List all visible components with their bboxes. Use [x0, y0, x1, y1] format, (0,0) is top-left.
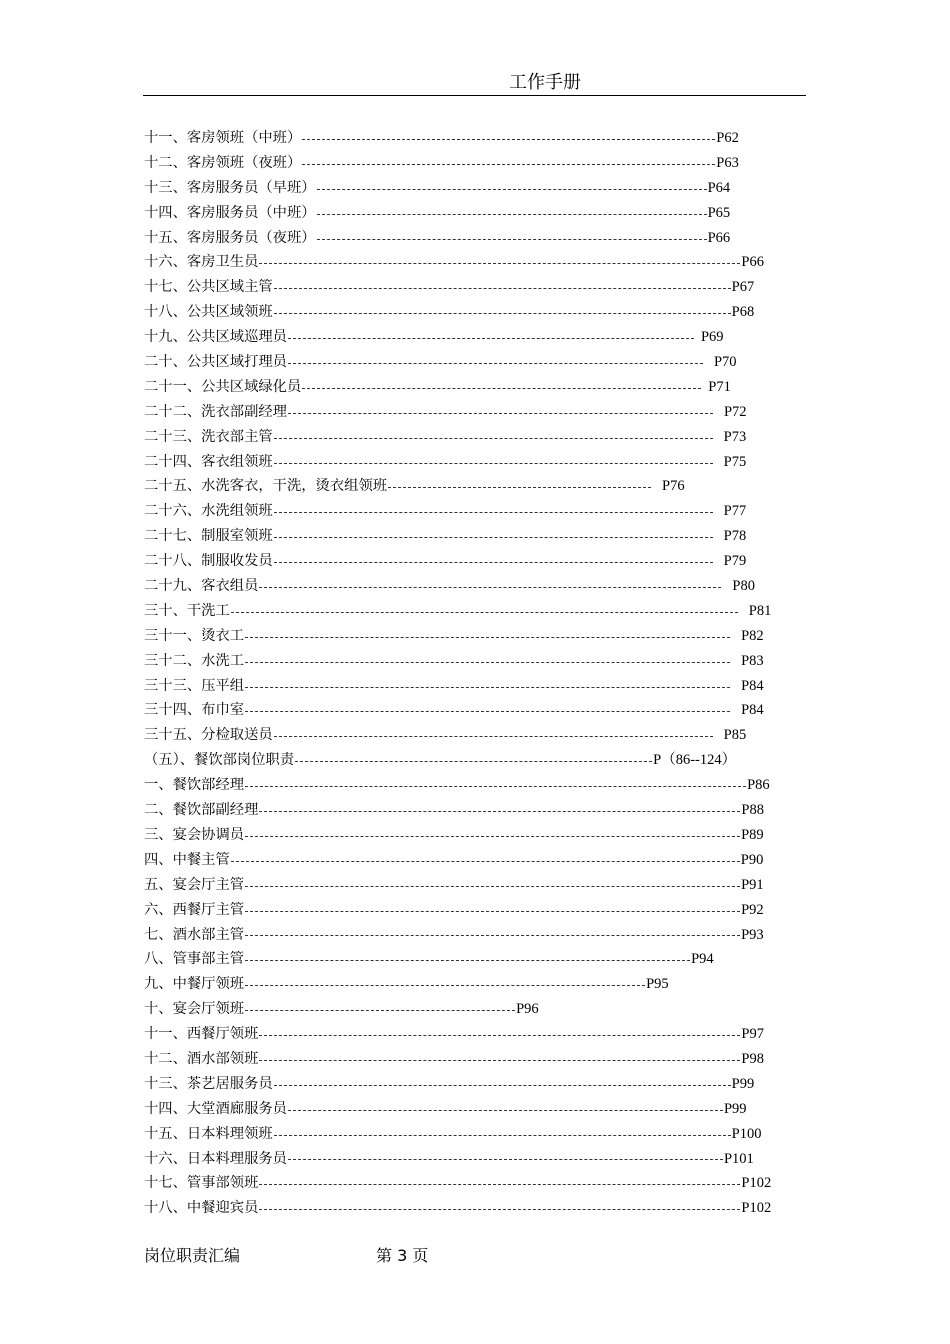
toc-entry[interactable] — [144, 250, 804, 275]
toc-leader-dots — [302, 388, 701, 389]
toc-entry-title: 十一、西餐厅领班 — [144, 1026, 259, 1043]
toc-leader-dots — [274, 736, 713, 737]
toc-entry[interactable] — [144, 325, 804, 350]
toc-leader-dots — [288, 363, 703, 364]
toc-entry-title: 二十七、制服室领班 — [144, 528, 273, 545]
toc-entry[interactable] — [144, 1072, 804, 1097]
toc-leader-dots — [259, 263, 740, 264]
toc-leader-dots — [231, 861, 740, 862]
toc-leader-dots — [259, 1209, 740, 1210]
toc-leader-dots — [245, 711, 730, 712]
toc-entry-page: P77 — [723, 503, 747, 520]
toc-entry[interactable] — [144, 674, 804, 699]
toc-leader-dots — [245, 935, 740, 936]
toc-entry[interactable] — [144, 723, 804, 748]
toc-entry[interactable] — [144, 972, 804, 997]
toc-list — [144, 126, 804, 1221]
toc-entry[interactable] — [144, 997, 804, 1022]
toc-leader-dots — [245, 911, 740, 912]
toc-entry[interactable] — [144, 1047, 804, 1072]
toc-entry-title: 一、餐饮部经理 — [144, 777, 245, 794]
toc-entry-page: P100 — [731, 1125, 762, 1142]
toc-entry[interactable] — [144, 748, 804, 773]
toc-entry-title: 十六、日本料理服务员 — [144, 1150, 287, 1167]
toc-entry-page: P84 — [741, 702, 764, 719]
toc-entry-page: P67 — [731, 279, 755, 296]
toc-entry-page: P86 — [747, 777, 770, 794]
toc-leader-dots — [259, 1184, 740, 1185]
toc-leader-dots — [317, 189, 707, 190]
toc-entry-page: P101 — [723, 1150, 754, 1167]
toc-leader-dots — [302, 164, 715, 165]
toc-entry-page: P99 — [723, 1100, 747, 1117]
toc-entry-page: P66 — [741, 254, 764, 271]
toc-entry-title: 二十五、水洗客衣，干洗，烫衣组领班 — [144, 478, 388, 495]
toc-leader-dots — [259, 1060, 740, 1061]
toc-entry[interactable] — [144, 1196, 804, 1221]
toc-leader-dots — [317, 239, 707, 240]
toc-entry-page: P83 — [741, 652, 764, 669]
toc-entry-page: P99 — [731, 1075, 755, 1092]
toc-entry-title: 二十二、洗衣部副经理 — [144, 403, 287, 420]
toc-leader-dots — [288, 1110, 723, 1111]
toc-leader-dots — [245, 1010, 515, 1011]
toc-entry-page: P（86--124） — [653, 752, 737, 769]
toc-entry-title: 八、管事部主管 — [144, 951, 245, 968]
toc-entry[interactable] — [144, 898, 804, 923]
toc-entry-title: 十五、日本料理领班 — [144, 1125, 273, 1142]
toc-entry-title: 十二、客房领班（夜班） — [144, 154, 302, 171]
toc-entry[interactable] — [144, 226, 804, 251]
toc-entry[interactable] — [144, 624, 804, 649]
toc-entry-page: P72 — [723, 403, 747, 420]
toc-entry-title: 十八、中餐迎宾员 — [144, 1200, 259, 1217]
toc-entry-title: 十七、公共区域主管 — [144, 279, 273, 296]
toc-entry-page: P78 — [723, 528, 747, 545]
toc-entry[interactable] — [144, 499, 804, 524]
toc-entry[interactable] — [144, 947, 804, 972]
toc-entry-title: 四、中餐主管 — [144, 851, 230, 868]
toc-leader-dots — [259, 587, 721, 588]
toc-entry[interactable] — [144, 400, 804, 425]
header-rule — [143, 95, 806, 96]
toc-leader-dots — [288, 1159, 723, 1160]
toc-leader-dots — [274, 537, 713, 538]
toc-entry[interactable] — [144, 823, 804, 848]
toc-entry[interactable] — [144, 474, 804, 499]
toc-entry-title: 二、餐饮部副经理 — [144, 802, 259, 819]
toc-entry[interactable] — [144, 1122, 804, 1147]
toc-entry[interactable] — [144, 698, 804, 723]
toc-entry-page: P73 — [723, 428, 747, 445]
toc-leader-dots — [288, 413, 713, 414]
toc-leader-dots — [274, 463, 713, 464]
toc-entry[interactable] — [144, 151, 804, 176]
toc-entry-title: 七、酒水部主管 — [144, 926, 245, 943]
toc-entry-page: P102 — [741, 1200, 772, 1217]
toc-leader-dots — [259, 1035, 740, 1036]
toc-entry-page: P62 — [716, 130, 739, 146]
toc-leader-dots — [245, 960, 690, 961]
toc-entry-page: P92 — [741, 901, 764, 918]
toc-leader-dots — [274, 438, 713, 439]
toc-leader-dots — [388, 487, 651, 488]
toc-leader-dots — [245, 687, 730, 688]
toc-entry-title: 二十八、制服收发员 — [144, 553, 273, 570]
toc-entry-page: P63 — [716, 154, 739, 171]
toc-entry-title: 十六、客房卫生员 — [144, 254, 259, 271]
toc-leader-dots — [288, 338, 694, 339]
toc-entry-page: P71 — [708, 378, 731, 395]
toc-entry-title: 二十四、客衣组领班 — [144, 453, 273, 470]
toc-entry[interactable] — [144, 848, 804, 873]
toc-leader-dots — [274, 288, 731, 289]
toc-entry-page: P95 — [646, 976, 669, 993]
toc-entry[interactable] — [144, 275, 804, 300]
toc-entry[interactable] — [144, 773, 804, 798]
toc-entry-title: 十七、管事部领班 — [144, 1175, 259, 1192]
toc-entry-page: P64 — [707, 179, 731, 196]
toc-entry-page: P66 — [707, 229, 731, 246]
toc-entry[interactable] — [144, 1097, 804, 1122]
toc-entry[interactable] — [144, 1022, 804, 1047]
toc-entry-page: P75 — [723, 453, 747, 470]
toc-entry-title: 九、中餐厅领班 — [144, 976, 245, 993]
header-title: 工作手册 — [509, 72, 581, 93]
toc-entry[interactable] — [144, 798, 804, 823]
toc-entry-title: 十九、公共区域巡理员 — [144, 329, 287, 346]
toc-entry-title: 三十五、分检取送员 — [144, 727, 273, 744]
toc-entry-title: 五、宴会厅主管 — [144, 876, 245, 893]
toc-entry-page: P69 — [700, 329, 724, 346]
toc-leader-dots — [245, 637, 730, 638]
toc-entry-title: 二十、公共区域打理员 — [144, 354, 287, 371]
toc-entry-page: P80 — [732, 578, 755, 595]
toc-entry-title: 三十三、压平组 — [144, 677, 245, 694]
toc-entry-title: 六、西餐厅主管 — [144, 901, 245, 918]
toc-entry-title: 二十一、公共区域绿化员 — [144, 378, 302, 395]
toc-entry-title: 二十九、客衣组员 — [144, 578, 259, 595]
toc-entry[interactable] — [144, 375, 804, 400]
toc-entry-title: 十四、客房服务员（中班） — [144, 204, 316, 221]
toc-entry-title: 三、宴会协调员 — [144, 826, 245, 843]
toc-entry[interactable] — [144, 201, 804, 226]
toc-entry-page: P65 — [707, 204, 731, 221]
footer-page-number: 第 3 页 — [376, 1246, 429, 1265]
footer-document-name: 岗位职责汇编 — [144, 1246, 241, 1265]
toc-entry[interactable] — [144, 126, 804, 151]
toc-leader-dots — [245, 836, 740, 837]
toc-leader-dots — [245, 786, 746, 787]
toc-entry-page: P102 — [741, 1175, 772, 1192]
toc-entry-page: P68 — [731, 304, 755, 321]
toc-entry-page: P82 — [741, 627, 764, 644]
toc-entry-title: 十、宴会厅领班 — [144, 1001, 245, 1018]
toc-entry[interactable] — [144, 350, 804, 375]
toc-entry-title: 十五、客房服务员（夜班） — [144, 229, 316, 246]
toc-entry-page: P85 — [723, 727, 747, 744]
toc-entry-title: 二十三、洗衣部主管 — [144, 428, 273, 445]
toc-entry-page: P70 — [713, 354, 737, 371]
toc-entry[interactable] — [144, 649, 804, 674]
toc-entry[interactable] — [144, 524, 804, 549]
toc-entry-page: P93 — [741, 926, 764, 943]
toc-leader-dots — [274, 1085, 731, 1086]
toc-entry-page: P76 — [662, 478, 685, 495]
toc-entry-title: （五）、餐饮部岗位职责 — [144, 752, 295, 769]
toc-entry-page: P98 — [741, 1050, 764, 1067]
toc-leader-dots — [245, 662, 730, 663]
toc-entry[interactable] — [144, 599, 804, 624]
toc-entry-page: P91 — [741, 876, 764, 893]
toc-entry[interactable] — [144, 450, 804, 475]
toc-leader-dots — [317, 214, 707, 215]
toc-entry-title: 三十一、烫衣工 — [144, 627, 245, 644]
toc-leader-dots — [274, 1135, 731, 1136]
toc-entry-page: P90 — [740, 851, 764, 868]
toc-entry[interactable] — [144, 176, 804, 201]
toc-entry[interactable] — [144, 873, 804, 898]
toc-entry-page: P81 — [748, 602, 772, 619]
toc-leader-dots — [245, 886, 740, 887]
toc-entry[interactable] — [144, 1171, 804, 1196]
toc-entry-page: P96 — [516, 1001, 539, 1018]
toc-entry-title: 三十、干洗工 — [144, 602, 230, 619]
toc-entry-page: P79 — [723, 553, 747, 570]
toc-entry-title: 十三、客房服务员（早班） — [144, 179, 316, 196]
toc-leader-dots — [274, 562, 713, 563]
toc-entry-page: P84 — [741, 677, 764, 694]
toc-entry[interactable] — [144, 574, 804, 599]
toc-entry-title: 十四、大堂酒廊服务员 — [144, 1100, 287, 1117]
toc-leader-dots — [245, 985, 645, 986]
toc-entry-title: 十一、客房领班（中班） — [144, 130, 302, 146]
toc-entry-page: P88 — [741, 802, 764, 819]
toc-entry-title: 三十四、布巾室 — [144, 702, 245, 719]
toc-entry-page: P97 — [741, 1026, 764, 1043]
toc-entry-title: 十三、茶艺居服务员 — [144, 1075, 273, 1092]
toc-entry-title: 三十二、水洗工 — [144, 652, 245, 669]
toc-leader-dots — [274, 512, 713, 513]
toc-entry[interactable] — [144, 1147, 804, 1172]
toc-entry[interactable] — [144, 923, 804, 948]
toc-leader-dots — [302, 139, 715, 140]
toc-leader-dots — [231, 612, 738, 613]
toc-entry-title: 十二、酒水部领班 — [144, 1050, 259, 1067]
toc-entry[interactable] — [144, 425, 804, 450]
toc-leader-dots — [259, 811, 740, 812]
toc-entry-page: P89 — [741, 826, 764, 843]
toc-leader-dots — [295, 761, 652, 762]
toc-entry[interactable] — [144, 549, 804, 574]
toc-entry-title: 十八、公共区域领班 — [144, 304, 273, 321]
toc-entry[interactable] — [144, 300, 804, 325]
toc-entry-page: P94 — [691, 951, 714, 968]
toc-leader-dots — [274, 313, 731, 314]
toc-entry-title: 二十六、水洗组领班 — [144, 503, 273, 520]
